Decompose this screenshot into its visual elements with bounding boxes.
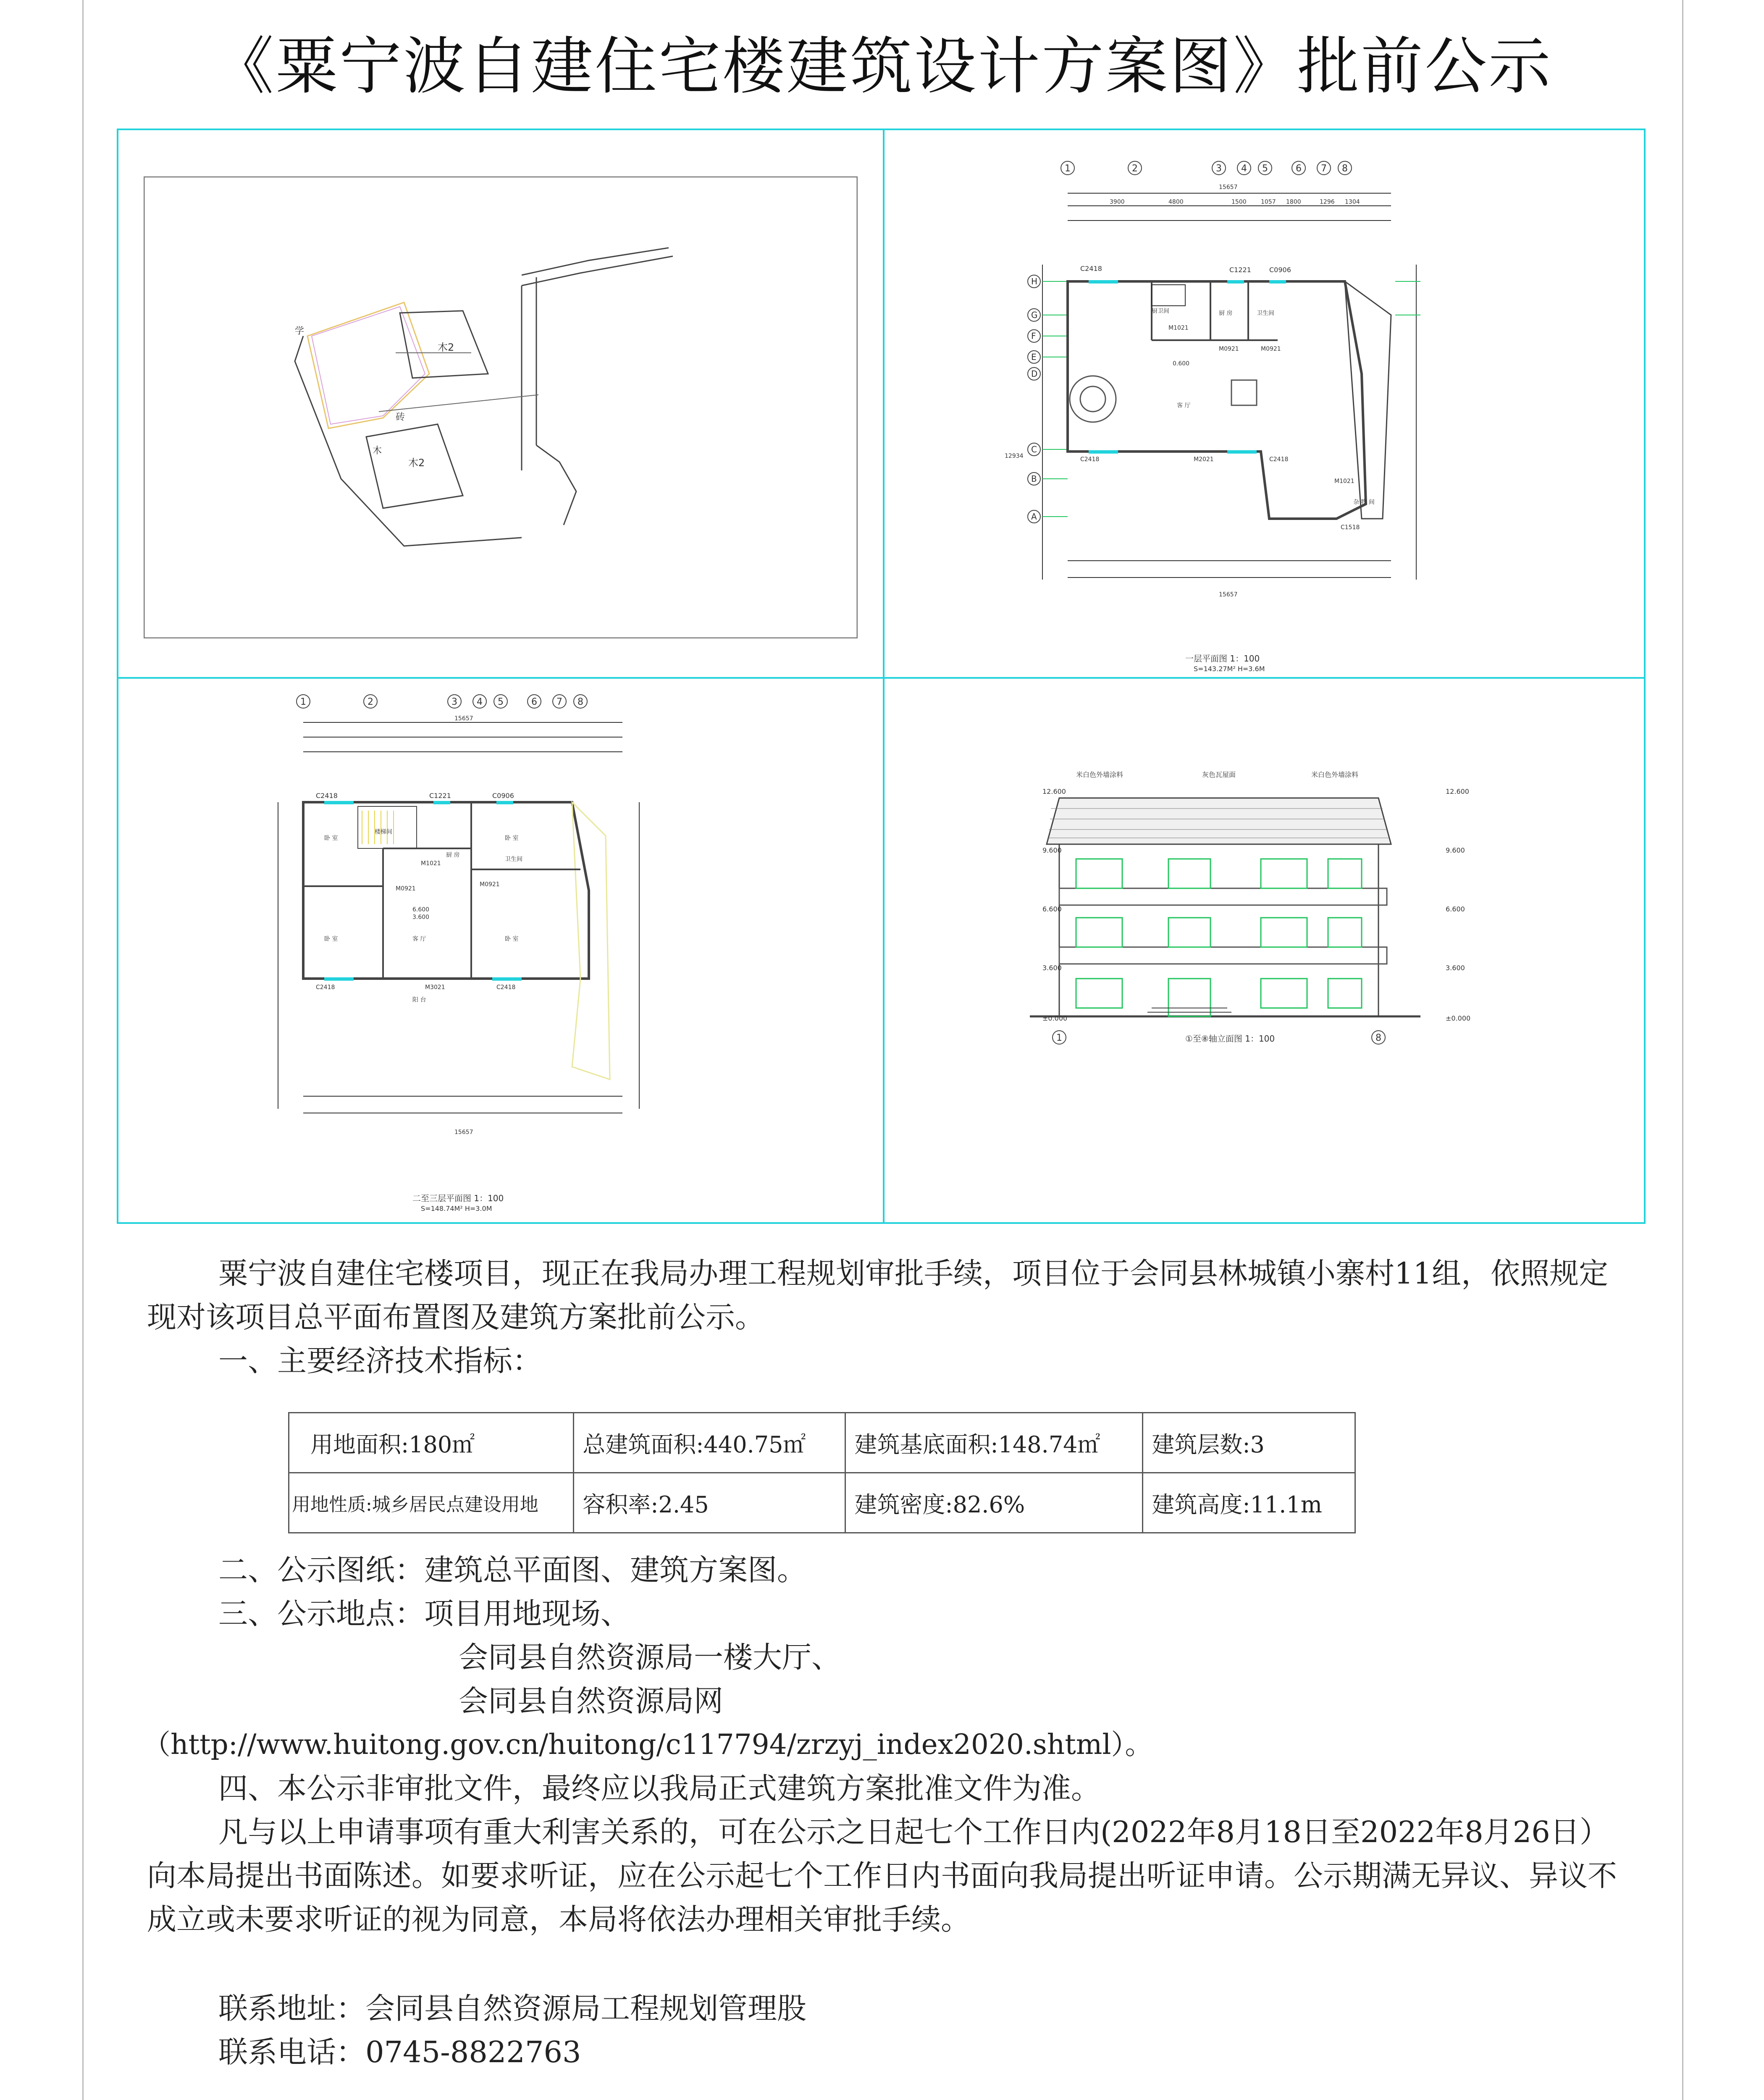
section3: 三、公示地点：项目用地现场、 (218, 1596, 630, 1631)
f1-axis-a: A (1031, 512, 1037, 522)
elev-level-12600-r: 12.600 (1446, 788, 1469, 795)
f1-axis-8: 8 (1342, 163, 1348, 174)
f1-room-kitchen: 厨 房 (1219, 310, 1233, 317)
f23-code-c2418b: C2418 (316, 984, 335, 991)
f1-code-m1021b: M1021 (1334, 478, 1354, 485)
section3-line3: 会同县自然资源局网 (459, 1684, 723, 1718)
f23-room-kitchen: 厨 房 (446, 852, 460, 858)
contact-address: 联系地址：会同县自然资源局工程规划管理股 (218, 1991, 806, 2026)
f23-code-c2418c: C2418 (496, 984, 516, 991)
f23-room-bed2: 卧 室 (324, 936, 338, 942)
f1-code-c1518: C1518 (1341, 524, 1360, 531)
f1-room-storage: 杂 物 间 (1353, 499, 1375, 506)
f1-axis-3: 3 (1216, 163, 1222, 174)
site-label-wood-2b: 木2 (408, 457, 425, 469)
elev-level-3600: 3.600 (1042, 964, 1062, 972)
f1-code-m1021: M1021 (1168, 325, 1189, 331)
metric-total-floor-area: 总建筑面积:440.75㎡ (574, 1413, 845, 1473)
elev-axis-8: 8 (1376, 1033, 1381, 1043)
f1-axis-5: 5 (1262, 163, 1268, 174)
f23-caption: 二至三层平面图 1：100 (412, 1193, 504, 1203)
elev-level-0: ±0.000 (1042, 1014, 1068, 1022)
f23-room-bath: 卫生间 (505, 856, 522, 863)
f1-dim-1057: 1057 (1261, 199, 1276, 205)
f23-code-m0921a: M0921 (396, 885, 416, 892)
f1-code-m0921a: M0921 (1219, 346, 1239, 352)
floor1-plan-drawing (900, 139, 1639, 672)
elev-note-2: 灰色瓦屋面 (1202, 771, 1236, 779)
elev-note-1: 米白色外墙涂料 (1076, 771, 1124, 779)
f1-code-c0906: C0906 (1269, 266, 1291, 274)
f1-axis-6: 6 (1296, 163, 1302, 174)
f23-room-balcony: 阳 台 (412, 997, 426, 1003)
f1-code-m0921b: M0921 (1261, 346, 1281, 352)
f23-level-3600: 3.600 (412, 914, 430, 921)
elev-level-9600: 9.600 (1042, 846, 1062, 854)
f23-level-6600: 6.600 (412, 906, 430, 913)
f1-code-c2418: C2418 (1080, 265, 1102, 273)
f23-room-bed1: 卧 室 (324, 835, 338, 842)
intro-paragraph: 粟宁波自建住宅楼项目，现正在我局办理工程规划审批手续，项目位于会同县林城镇小寨村11组，依照规定现对该项目总平面布置图及建筑方案批前公示。 (147, 1256, 1609, 1334)
f1-dim-total-bottom: 15657 (1219, 591, 1238, 598)
f23-dim-total-bottom: 15657 (454, 1129, 473, 1136)
site-plan-drawing (144, 176, 858, 638)
f23-axis-5: 5 (498, 697, 504, 707)
f1-axis-b: B (1031, 474, 1037, 484)
f23-room-stair: 楼梯间 (375, 829, 392, 835)
f23-code-c0906: C0906 (492, 792, 514, 800)
elev-level-12600: 12.600 (1042, 788, 1066, 795)
f1-dim-3900: 3900 (1110, 199, 1125, 205)
metrics-row-1 (289, 1413, 1355, 1473)
f23-axis-1: 1 (300, 697, 306, 707)
notice-paragraph: 凡与以上申请事项有重大利害关系的，可在公示之日起七个工作日内(2022年8月18日至2022年8月26日）向本局提出书面陈述。如要求听证，应在公示起七个工作日内书面向我局提出听证申请。公示期满无异议、异议不成立或未要求听证的视为同意，本局将依法办理相关审批手续。 (147, 1815, 1617, 1937)
f1-dim-1500: 1500 (1231, 199, 1247, 205)
elev-level-6600: 6.600 (1042, 905, 1062, 913)
elev-level-9600-r: 9.600 (1446, 846, 1465, 854)
f1-axis-f: F (1031, 331, 1036, 341)
metrics-table (288, 1412, 1356, 1533)
f1-axis-1: 1 (1065, 163, 1071, 174)
f1-room-bath: 卫生间 (1257, 310, 1274, 317)
metrics-row-2 (289, 1473, 1355, 1533)
f23-code-c1221: C1221 (429, 792, 451, 800)
f1-code-c2418c: C2418 (1269, 456, 1289, 463)
section2: 二、公示图纸：建筑总平面图、建筑方案图。 (218, 1553, 806, 1587)
f1-code-c1221: C1221 (1229, 266, 1251, 274)
metric-base-area: 建筑基底面积:148.74㎡ (845, 1413, 1143, 1473)
f1-room-living: 客 厅 (1177, 402, 1191, 409)
section3-line2: 会同县自然资源局一楼大厅、 (459, 1640, 841, 1675)
f1-code-c2418b: C2418 (1080, 456, 1100, 463)
f1-caption: 一层平面图 1：100 (1185, 654, 1260, 664)
site-label-wood: 木 (373, 446, 382, 456)
f1-dim-4800: 4800 (1168, 199, 1184, 205)
f1-axis-d: D (1031, 369, 1038, 379)
elev-level-6600-r: 6.600 (1446, 905, 1465, 913)
f1-dim-1296: 1296 (1320, 199, 1335, 205)
metric-far: 容积率:2.45 (574, 1473, 845, 1533)
f1-axis-e: E (1031, 352, 1037, 362)
f1-dim-1304: 1304 (1345, 199, 1360, 205)
f1-axis-h: H (1031, 276, 1038, 286)
metric-density: 建筑密度:82.6% (845, 1473, 1143, 1533)
elev-level-3600-r: 3.600 (1446, 964, 1465, 972)
section1-heading: 一、主要经济技术指标： (218, 1344, 542, 1378)
f23-subcaption: S=148.74M² H=3.0M (421, 1205, 492, 1213)
f23-room-bed4: 卧 室 (505, 936, 519, 942)
site-label-wood-2a: 木2 (438, 341, 454, 353)
frame-divider-vertical (883, 130, 885, 1222)
elev-note-3: 米白色外墙涂料 (1311, 771, 1359, 779)
f23-axis-4: 4 (477, 697, 483, 707)
f1-depth: 12934 (1005, 453, 1024, 459)
frame-divider-horizontal (118, 677, 1644, 679)
f23-code-m1021: M1021 (421, 860, 441, 867)
f23-room-living: 客 厅 (412, 936, 426, 942)
f23-code-c2418: C2418 (316, 792, 338, 800)
elev-axis-1: 1 (1056, 1033, 1062, 1043)
section3-url: （http://www.huitong.gov.cn/huitong/c117794/zrzyj_index2020.shtml）。 (143, 1728, 1153, 1761)
metric-land-use: 用地性质:城乡居民点建设用地 (289, 1473, 574, 1533)
site-label-school: 学 (295, 326, 304, 336)
f23-axis-8: 8 (578, 697, 583, 707)
drawing-frame (117, 129, 1646, 1224)
f1-dim-1800: 1800 (1286, 199, 1301, 205)
metric-site-area: 用地面积:180㎡ (289, 1413, 574, 1473)
site-label-brick: 砖 (396, 412, 405, 423)
section4: 四、本公示非审批文件，最终应以我局正式建筑方案批准文件为准。 (218, 1771, 1100, 1806)
f1-subcaption: S=143.27M² H=3.6M (1194, 665, 1265, 672)
f1-axis-7: 7 (1321, 163, 1327, 174)
metric-floors: 建筑层数:3 (1143, 1413, 1355, 1473)
elev-caption: ①至⑧轴立面图 1：100 (1185, 1034, 1275, 1044)
f23-axis-6: 6 (531, 697, 537, 707)
f23-axis-3: 3 (452, 697, 457, 707)
f1-axis-4: 4 (1241, 163, 1247, 174)
elev-level-0-r: ±0.000 (1446, 1014, 1471, 1022)
f23-room-bed3: 卧 室 (505, 835, 519, 842)
floor23-plan-drawing (135, 689, 874, 1222)
page-title: 《粟宁波自建住宅楼建筑设计方案图》批前公示 (212, 30, 1552, 102)
f23-axis-2: 2 (368, 697, 373, 707)
elevation-drawing (900, 689, 1639, 1222)
f1-axis-2: 2 (1132, 163, 1138, 174)
f1-code-m2021: M2021 (1194, 456, 1214, 463)
f23-code-m0921b: M0921 (480, 881, 500, 888)
f1-room-1: 厨卫间 (1152, 308, 1169, 315)
contact-phone: 联系电话：0745-8822763 (218, 2035, 581, 2069)
f1-level: 0.600 (1173, 360, 1190, 367)
metric-height: 建筑高度:11.1m (1143, 1473, 1355, 1533)
f23-dim-total: 15657 (454, 715, 473, 722)
f1-dim-total: 15657 (1219, 184, 1238, 191)
f23-axis-7: 7 (556, 697, 562, 707)
f1-axis-c: C (1031, 444, 1037, 454)
f23-code-m3021: M3021 (425, 984, 445, 991)
f1-axis-g: G (1031, 310, 1038, 320)
